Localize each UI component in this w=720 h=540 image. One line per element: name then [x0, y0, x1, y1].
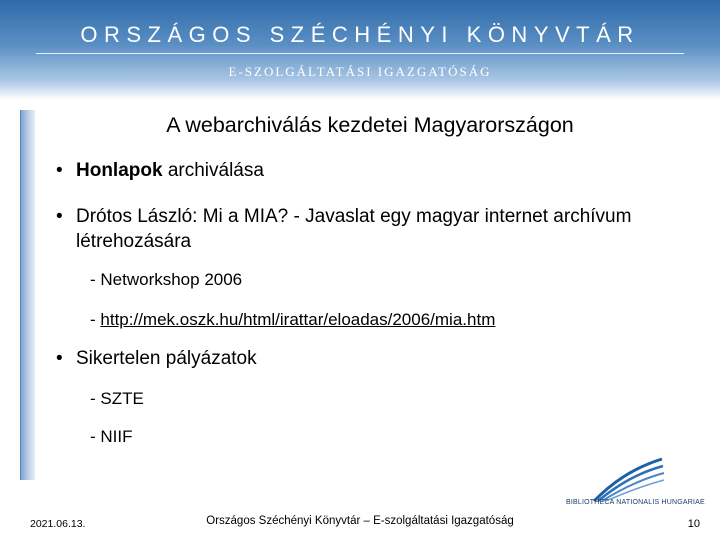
footer-org: Országos Széchényi Könyvtár – E-szolgáltatási Igazgatóság — [206, 515, 514, 527]
bullet-drotos — [52, 204, 692, 254]
bullet-text: Sikertelen pályázatok — [76, 348, 257, 369]
swoosh-logo-icon — [590, 455, 665, 503]
sub-item-link — [52, 309, 495, 331]
org-subtitle: E-SZOLGÁLTATÁSI IGAZGATÓSÁG — [228, 64, 492, 79]
sidebar-decoration — [20, 110, 35, 480]
header-banner — [0, 0, 720, 100]
bullet-honlapok — [52, 158, 264, 183]
sub-item-prefix: - — [90, 310, 101, 329]
bullet-bold-text: Honlapok — [76, 160, 163, 181]
bullet-icon: • — [56, 160, 63, 181]
bullet-text: Drótos László: Mi a MIA? - Javaslat egy magyar internet archívum létrehozására — [76, 206, 632, 252]
header-divider — [36, 53, 684, 54]
bullet-icon: • — [56, 348, 63, 369]
page-number: 10 — [687, 518, 700, 530]
footer-date: 2021.06.13. — [30, 518, 86, 530]
mia-link[interactable]: http://mek.oszk.hu/html/irattar/eloadas/2006/mia.htm — [100, 310, 496, 329]
sub-item-szte: - SZTE — [90, 389, 144, 408]
bullet-palyazatok — [52, 346, 257, 371]
sub-item-networkshop: - Networkshop 2006 — [90, 270, 243, 289]
bullet-icon: • — [56, 206, 63, 227]
sub-item-niif: - NIIF — [90, 427, 133, 446]
bullet-text: archiválása — [162, 160, 264, 181]
org-title: ORSZÁGOS SZÉCHÉNYI KÖNYVTÁR — [80, 22, 640, 47]
logo-caption: BIBLIOTHECA NATIONALIS HUNGARIAE — [566, 499, 705, 506]
slide-title: A webarchiválás kezdetei Magyarországon — [166, 113, 574, 137]
